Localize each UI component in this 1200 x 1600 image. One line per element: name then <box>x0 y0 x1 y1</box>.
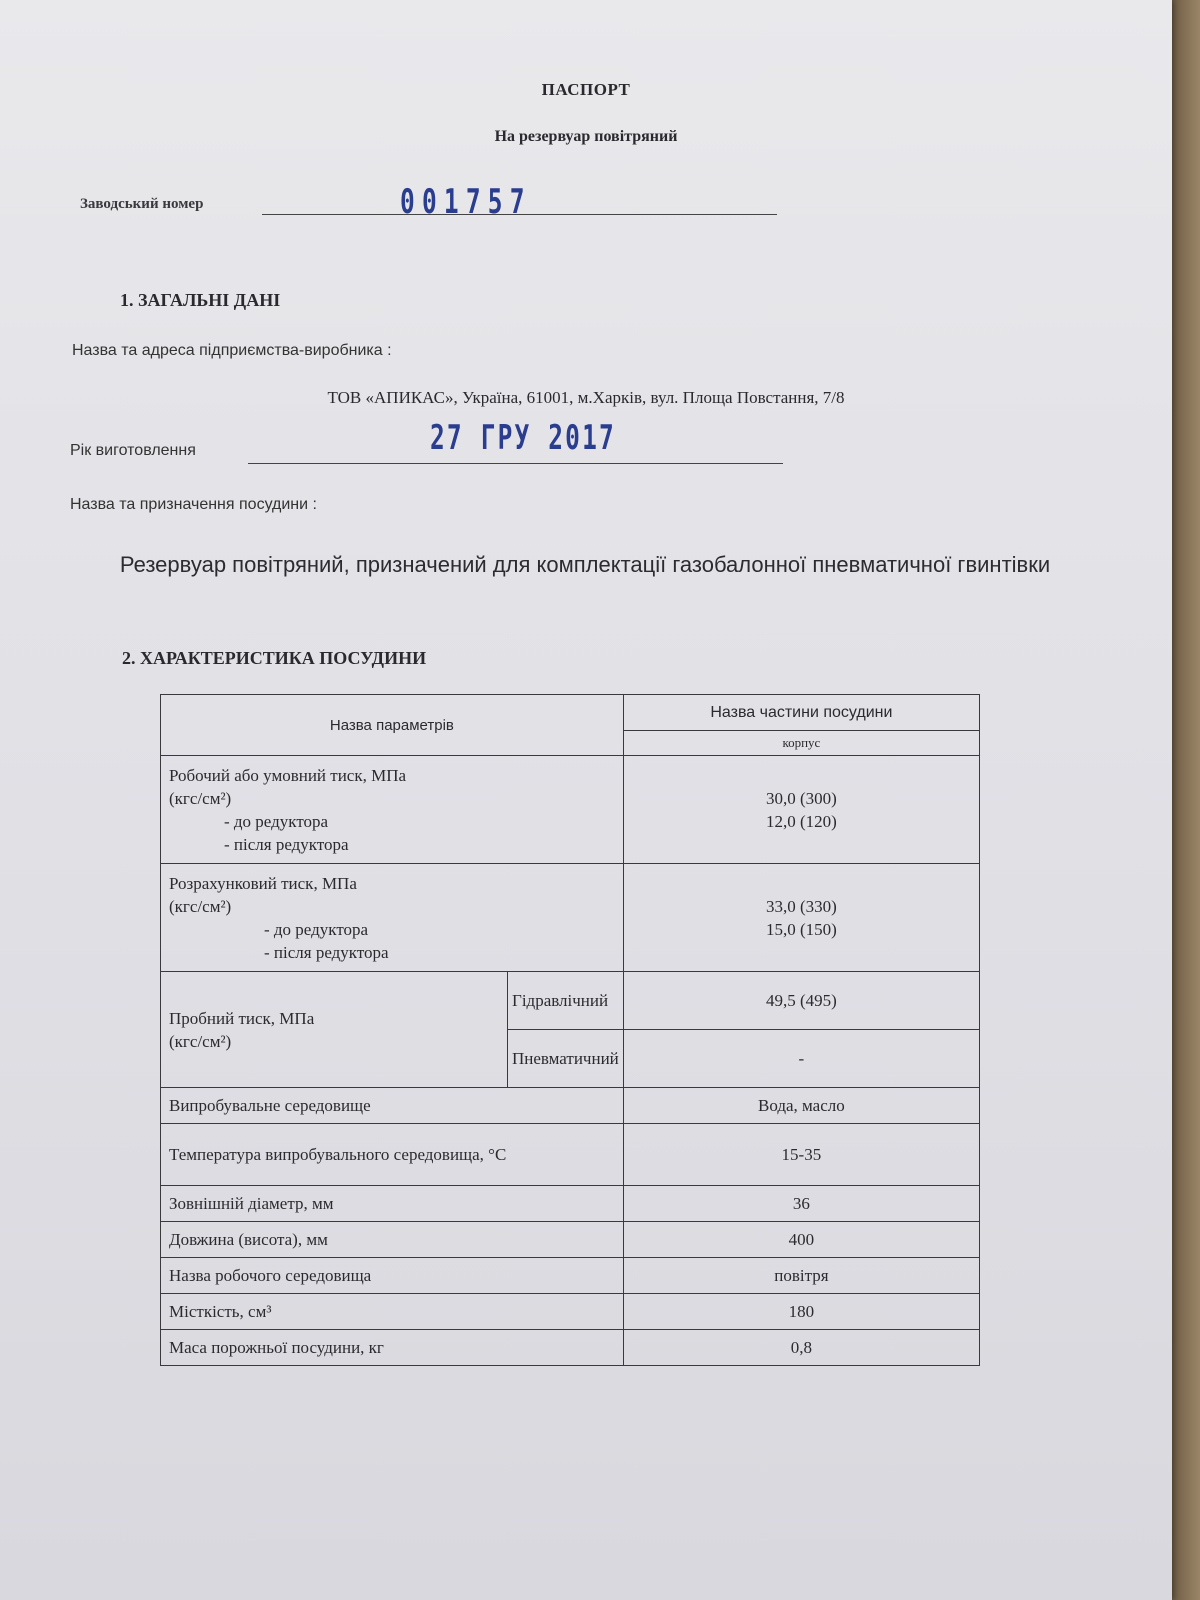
working-pressure-name <box>161 756 624 864</box>
row-name: Випробувальне середовище <box>161 1088 624 1124</box>
design-pressure-value-before: 33,0 (330) <box>765 896 837 916</box>
specs-table <box>160 694 980 1366</box>
test-pneumatic-label: Пневматичний <box>508 1030 624 1088</box>
row-name: Назва робочого середовища <box>161 1258 624 1294</box>
design-pressure-values <box>623 864 979 972</box>
row-name: Маса порожньої посудини, кг <box>161 1330 624 1366</box>
table-row <box>161 1294 980 1330</box>
test-hydraulic-label: Гідравлічний <box>508 972 624 1030</box>
test-pressure-label: Пробний тиск, МПа <box>169 1008 315 1028</box>
table-row <box>161 756 980 864</box>
row-name: Температура випробувального середовища, °С <box>161 1124 624 1186</box>
year-label: Рік виготовлення <box>70 442 196 459</box>
section-2-heading: 2. ХАРАКТЕРИСТИКА ПОСУДИНИ <box>122 648 427 668</box>
table-row <box>161 1124 980 1186</box>
row-name: Місткість, см³ <box>161 1294 624 1330</box>
table-row <box>161 1258 980 1294</box>
background-floor <box>1172 0 1200 1600</box>
header-param-name: Назва параметрів <box>161 695 624 756</box>
row-value: повітря <box>623 1258 979 1294</box>
row-value: 400 <box>623 1222 979 1258</box>
test-pneumatic-value: - <box>623 1030 979 1088</box>
manufacturer-value: ТОВ «АПИКАС», Україна, 61001, м.Харків, вул. Площа Повстання, 7/8 <box>327 388 845 407</box>
purpose-label: Назва та призначення посудини : <box>70 496 317 513</box>
row-name: Довжина (висота), мм <box>161 1222 624 1258</box>
table-row <box>161 972 980 1030</box>
row-value: 36 <box>623 1186 979 1222</box>
header-part-name: Назва частини посудини <box>623 695 979 731</box>
manufacturer-label: Назва та адреса підприємства-виробника : <box>72 342 392 359</box>
design-pressure-after: - після редуктора <box>264 942 389 962</box>
row-value: 15-35 <box>623 1124 979 1186</box>
table-row <box>161 864 980 972</box>
table-row <box>161 1222 980 1258</box>
table-row <box>161 1330 980 1366</box>
working-pressure-values <box>623 756 979 864</box>
design-pressure-value-after: 15,0 (150) <box>765 919 837 939</box>
design-pressure-name <box>161 864 624 972</box>
design-pressure-label: Розрахунковий тиск, МПа <box>169 873 357 893</box>
working-pressure-value-before: 30,0 (300) <box>765 788 837 808</box>
working-pressure-after: - після редуктора <box>224 834 349 854</box>
test-hydraulic-value: 49,5 (495) <box>623 972 979 1030</box>
row-value: Вода, масло <box>623 1088 979 1124</box>
working-pressure-label: Робочий або умовний тиск, МПа <box>169 765 407 785</box>
table-header-row <box>161 695 980 731</box>
document-title: ПАСПОРТ <box>541 80 631 99</box>
working-pressure-before: - до редуктора <box>224 811 329 831</box>
table-row <box>161 1088 980 1124</box>
test-pressure-name <box>161 972 508 1088</box>
serial-number-label: Заводський номер <box>80 196 204 212</box>
working-pressure-unit: (кгс/см²) <box>169 788 232 808</box>
working-pressure-value-after: 12,0 (120) <box>765 811 837 831</box>
serial-number-stamp: 001757 <box>400 182 532 222</box>
header-part-body: корпус <box>623 731 979 756</box>
row-name: Зовнішній діаметр, мм <box>161 1186 624 1222</box>
design-pressure-before: - до редуктора <box>264 919 369 939</box>
year-line <box>248 463 783 464</box>
purpose-value: Резервуар повітряний, призначений для комплектації газобалонної пневматичної гвинтівки <box>119 552 1051 577</box>
design-pressure-unit: (кгс/см²) <box>169 896 232 916</box>
document-subtitle: На резервуар повітряний <box>494 128 678 145</box>
section-1-heading: 1. ЗАГАЛЬНІ ДАНІ <box>120 290 281 310</box>
row-value: 0,8 <box>623 1330 979 1366</box>
test-pressure-unit: (кгс/см²) <box>169 1031 232 1051</box>
row-value: 180 <box>623 1294 979 1330</box>
year-stamp: 27 ГРУ 2017 <box>430 418 616 458</box>
table-row <box>161 1186 980 1222</box>
